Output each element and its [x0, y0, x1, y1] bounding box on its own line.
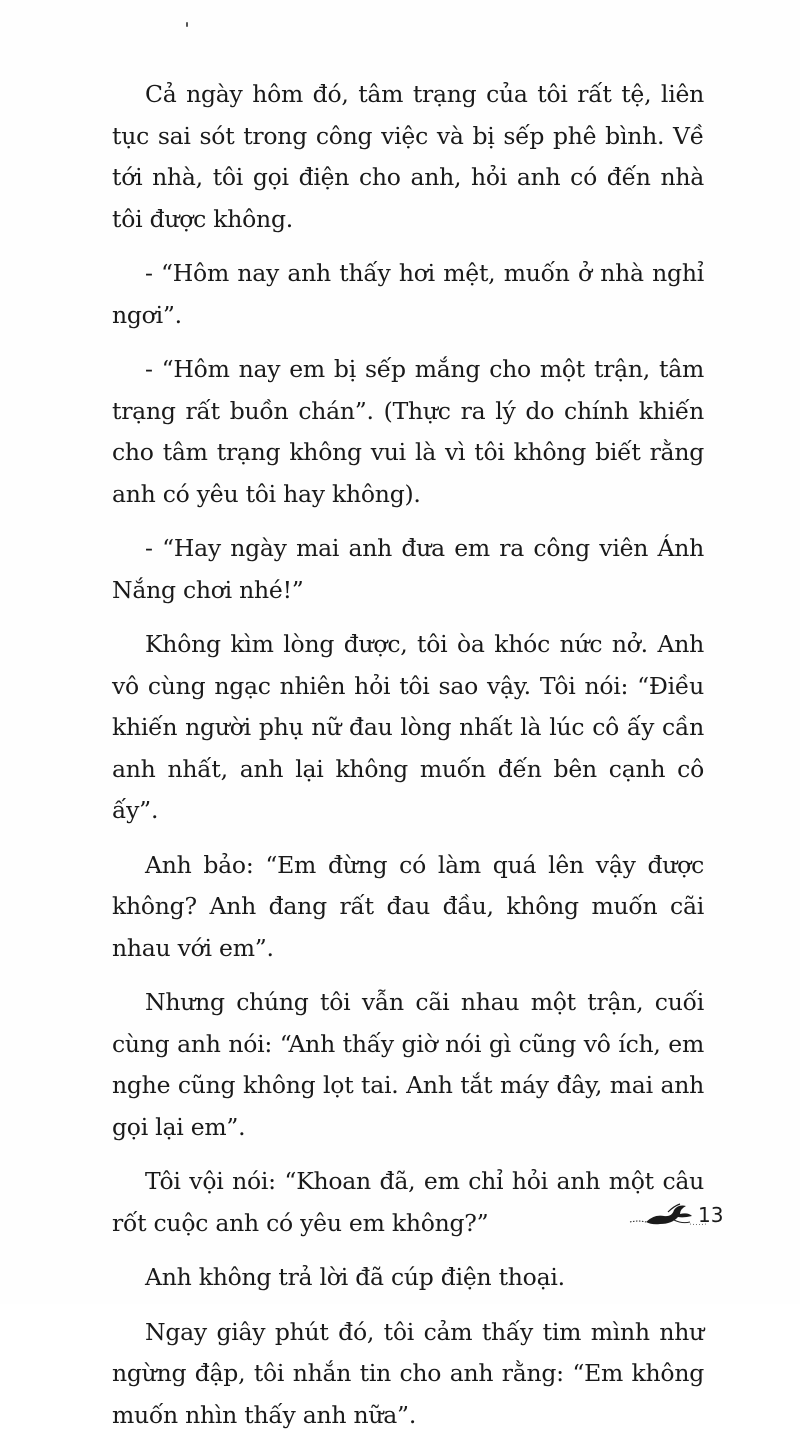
body-text — [112, 74, 704, 1449]
paragraph-10: Ngay giây phút đó, tôi cảm thấy tim mình như ngừng đập, tôi nhắn tin cho anh rằng: “Em không muốn nhìn thấy anh nữa”. — [112, 1317, 704, 1429]
paragraph-6: Anh bảo: “Em đừng có làm quá lên vậy được không? Anh đang rất đau đầu, không muốn cãi nhau với em”. — [112, 850, 704, 962]
paragraph-9: Anh không trả lời đã cúp điện thoại. — [145, 1263, 565, 1291]
paragraph-5: Không kìm lòng được, tôi òa khóc nức nở. Anh vô cùng ngạc nhiên hỏi tôi sao vậy. Tôi nói: “Điều khiến người phụ nữ đau lòng nhất là lúc cô ấy cần anh nhất, anh lại không muốn đến bên cạnh cô ấy”. — [112, 630, 704, 824]
page-footer — [628, 1200, 738, 1230]
paragraph-1: Cả ngày hôm đó, tâm trạng của tôi rất tệ, liên tục sai sót trong công việc và bị sếp phê bình. Về tới nhà, tôi gọi điện cho anh, hỏi anh có đến nhà tôi được không. — [112, 80, 704, 233]
floral-ornament-icon — [628, 1200, 708, 1230]
paragraph-2: - “Hôm nay anh thấy hơi mệt, muốn ở nhà nghỉ ngơi”. — [112, 259, 704, 329]
paragraph-4: - “Hay ngày mai anh đưa em ra công viên Ánh Nắng chơi nhé!” — [112, 534, 704, 604]
paragraph-3: - “Hôm nay em bị sếp mắng cho một trận, tâm trạng rất buồn chán”. (Thực ra lý do chính khiến cho tâm trạng không vui là vì tôi không biết rằng anh có yêu tôi hay không). — [112, 355, 704, 508]
margin-mark — [186, 22, 188, 27]
paragraph-7: Nhưng chúng tôi vẫn cãi nhau một trận, cuối cùng anh nói: “Anh thấy giờ nói gì cũng vô ích, em nghe cũng không lọt tai. Anh tắt máy đây, mai anh gọi lại em”. — [112, 988, 704, 1141]
paragraph-8: Tôi vội nói: “Khoan đã, em chỉ hỏi anh một câu rốt cuộc anh có yêu em không?” — [112, 1167, 704, 1237]
page-number: 13 — [698, 1203, 724, 1227]
